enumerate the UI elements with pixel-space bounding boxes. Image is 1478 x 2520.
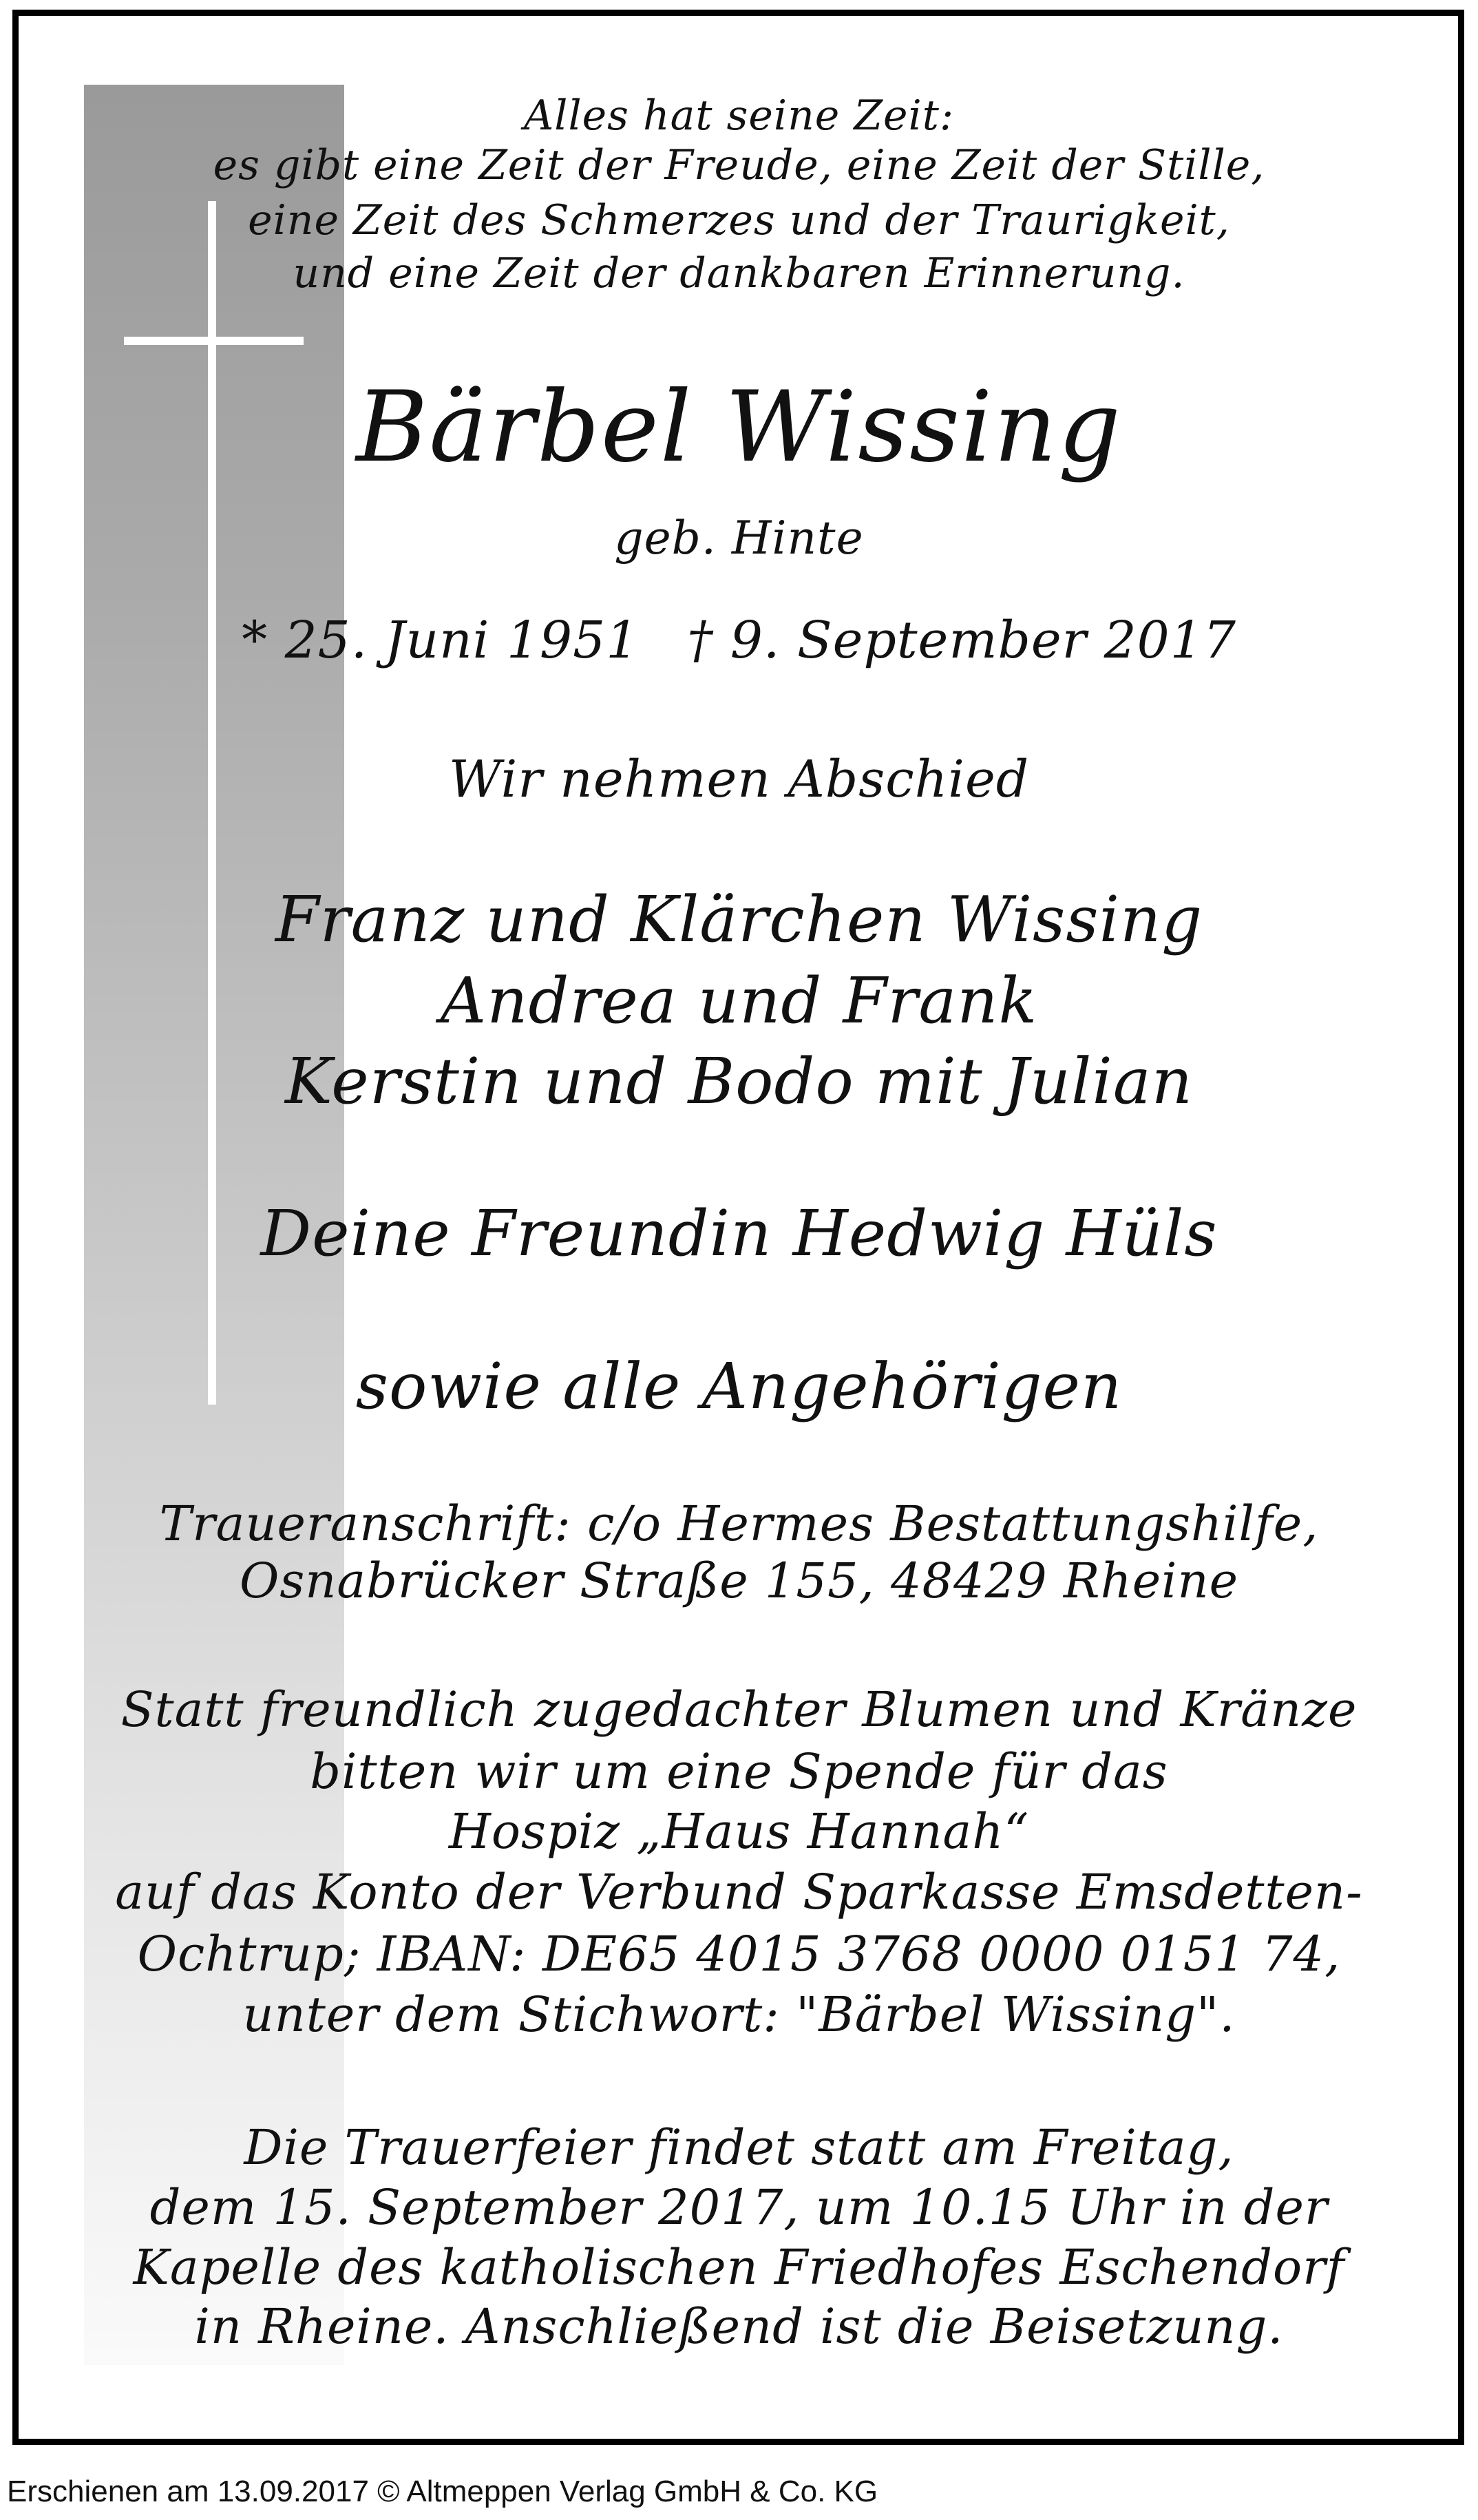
relatives-line: sowie alle Angehörigen <box>355 1350 1123 1423</box>
mourner-line: Andrea und Frank <box>440 964 1038 1038</box>
deceased-name: Bärbel Wissing <box>356 370 1122 484</box>
ceremony-line: Die Trauerfeier findet statt am Freitag, <box>244 2119 1234 2176</box>
birth-name: geb. Hinte <box>614 512 864 565</box>
donation-line: Statt freundlich zugedachter Blumen und Kränze <box>120 1681 1358 1738</box>
address-line: Osnabrücker Straße 155, 48429 Rheine <box>239 1553 1239 1609</box>
donation-line: Ochtrup; IBAN: DE65 4015 3768 0000 0151 74, <box>137 1926 1341 1982</box>
birth-date: * 25. Juni 1951 <box>242 611 640 670</box>
motto-line: eine Zeit des Schmerzes und der Traurigkeit, <box>248 196 1230 244</box>
farewell-line: Wir nehmen Abschied <box>448 750 1030 809</box>
motto-line: und eine Zeit der dankbaren Erinnerung. <box>293 249 1185 297</box>
ceremony-line: Kapelle des katholischen Friedhofes Eschendorf <box>133 2239 1345 2296</box>
mourner-line: Kerstin und Bodo mit Julian <box>285 1044 1193 1118</box>
publication-footer: Erschienen am 13.09.2017 © Altmeppen Verlag GmbH & Co. KG <box>7 2475 878 2508</box>
death-date: † 9. September 2017 <box>687 611 1236 670</box>
motto-line: es gibt eine Zeit der Freude, eine Zeit der Stille, <box>213 141 1265 189</box>
mourner-line: Franz und Klärchen Wissing <box>275 883 1203 956</box>
donation-line: auf das Konto der Verbund Sparkasse Emsdetten- <box>115 1864 1363 1920</box>
motto-line: Alles hat seine Zeit: <box>523 92 955 140</box>
donation-line: bitten wir um eine Spende für das <box>310 1743 1168 1800</box>
donation-line: unter dem Stichwort: "Bärbel Wissing". <box>242 1986 1236 2043</box>
donation-line: Hospiz „Haus Hannah“ <box>448 1803 1030 1860</box>
ceremony-line: in Rheine. Anschließend ist die Beisetzung. <box>194 2298 1284 2355</box>
friend-line: Deine Freundin Hedwig Hüls <box>260 1197 1218 1270</box>
cross-icon-horizontal-bar <box>124 337 304 345</box>
ceremony-line: dem 15. September 2017, um 10.15 Uhr in der <box>149 2179 1329 2236</box>
address-line: Traueranschrift: c/o Hermes Bestattungshilfe, <box>159 1495 1319 1552</box>
life-dates <box>0 611 1478 670</box>
